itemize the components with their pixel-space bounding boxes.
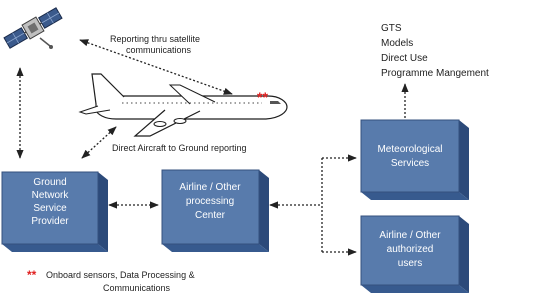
users-box-line-1: Airline / Other (379, 230, 441, 241)
center-box-line-2: processing (185, 196, 235, 207)
processing-center-box[interactable] (162, 170, 269, 252)
footnote-line-1: Onboard sensors, Data Processing & (46, 270, 195, 280)
satellite-label-line-1: Reporting thru satellite (110, 34, 201, 44)
airplane-icon (80, 74, 287, 136)
ground-box-line-4: Provider (31, 216, 69, 227)
footnote-marker: ** (27, 268, 37, 282)
satellite-label-line-2: communications (126, 45, 192, 55)
center-box-line-3: Center (194, 210, 226, 221)
ground-box-line-2: Network (31, 190, 69, 201)
ground-box-line-3: Service (33, 203, 67, 214)
gts-line-4: Programme Mangement (381, 68, 489, 79)
authorized-users-box[interactable] (361, 216, 469, 293)
direct-reporting-label: Direct Aircraft to Ground reporting (112, 143, 247, 153)
meteorological-services-box[interactable] (361, 120, 469, 200)
satellite-icon (3, 6, 63, 50)
met-box-line-1: Meteorological (377, 144, 443, 155)
ground-box-line-1: Ground (33, 177, 67, 188)
gts-line-1: GTS (381, 23, 402, 34)
ground-network-box[interactable] (2, 172, 108, 252)
center-box-line-1: Airline / Other (179, 182, 241, 193)
aircraft-ground-link (82, 127, 116, 158)
aircraft-marker: ** (257, 89, 268, 105)
gts-line-3: Direct Use (381, 53, 428, 64)
users-box-line-3: users (397, 258, 423, 269)
users-box-line-2: authorized (386, 244, 434, 255)
footnote-line-2: Communications (103, 283, 171, 293)
gts-line-2: Models (381, 38, 414, 49)
met-box-line-2: Services (390, 158, 430, 169)
